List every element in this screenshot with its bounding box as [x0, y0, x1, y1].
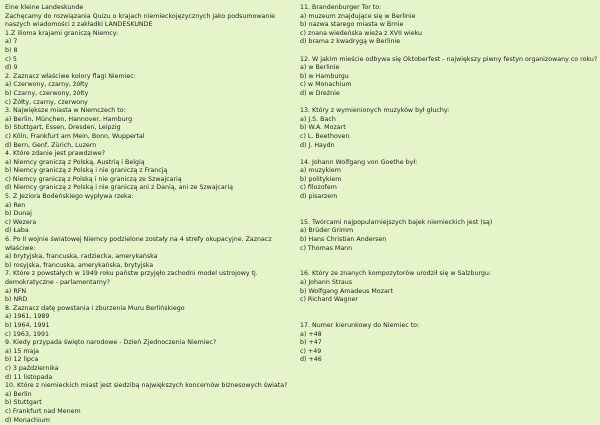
- blank-line: [300, 305, 598, 314]
- text-line: d) pisarzem: [300, 193, 598, 202]
- text-line: b) 1964, 1991: [5, 322, 293, 331]
- text-line: a) Berlin: [5, 391, 293, 400]
- text-line: a) muzykiem: [300, 167, 598, 176]
- blank-line: [300, 47, 598, 56]
- question-line: 1.Z ilioma krajami graniczą Niemcy:: [5, 30, 293, 39]
- text-line: demokratyczne - parlamentarny?: [5, 279, 293, 288]
- text-line: a) 7: [5, 38, 293, 47]
- text-line: c) Frankfurt nad Menem: [5, 408, 293, 417]
- text-line: b) Stuttgart, Essen, Dresden, Leipzig: [5, 124, 293, 133]
- question-line: 12. W jakim mieście odbywa się Oktoberfest - największy piwny festyn organizowany co roku?: [300, 56, 598, 65]
- text-line: b) Czarny, czerwony, żółty: [5, 90, 293, 99]
- text-line: b) w Hamburgu: [300, 73, 598, 82]
- text-line: d) w Dreźnie: [300, 90, 598, 99]
- text-line: c) 1963, 1991: [5, 331, 293, 340]
- text-line: c) w Monachium: [300, 81, 598, 90]
- text-line: c) Niemcy graniczą z Polską i nie graniczą ze Szwajcarią: [5, 176, 293, 185]
- question-line: 11. Brandenburger Tor to:: [300, 4, 598, 13]
- question-line: 8. Zaznacz datę powstania i zburzenia Muru Berlińskiego: [5, 305, 293, 314]
- text-line: c) znana wiedeńska wieża z XVII wieku: [300, 30, 598, 39]
- text-line: a) +48: [300, 331, 598, 340]
- text-line: d) Monachium: [5, 417, 293, 425]
- text-line: c) 5: [5, 56, 293, 65]
- text-line: a) Brüder Grimm: [300, 227, 598, 236]
- text-line: Zachęcamy do rozwiązania Quizu o krajach niemieckojęzycznych jako podsumowanie: [5, 13, 293, 22]
- text-line: d) +46: [300, 356, 598, 365]
- text-line: c) Wezera: [5, 219, 293, 228]
- text-line: b) politykiem: [300, 176, 598, 185]
- text-line: d) Niemcy graniczą z Polską i nie graniczą ani z Danią, ani ze Szwajcarią: [5, 184, 293, 193]
- text-line: b) Dunaj: [5, 210, 293, 219]
- question-line: 5. Z Jeziora Bodeńskiego wypływa rzeka:: [5, 193, 293, 202]
- text-line: d) 11 listopada: [5, 374, 293, 383]
- text-line: c) Richard Wagner: [300, 296, 598, 305]
- question-line: 2. Zaznacz właściwe kolory flagi Niemiec:: [5, 73, 293, 82]
- right-column: [300, 4, 598, 365]
- text-line: b) Niemcy graniczą z Polską i nie graniczą z Francją: [5, 167, 293, 176]
- text-line: d) J. Haydn: [300, 142, 598, 151]
- blank-line: [300, 99, 598, 108]
- text-line: a) 1961, 1989: [5, 313, 293, 322]
- question-line: 6. Po II wojnie światowej Niemcy podzielone zostały na 4 strefy okupacyjne. Zaznacz: [5, 236, 293, 245]
- text-line: b) rosyjska, francuska, amerykańska, brytyjska: [5, 262, 293, 271]
- blank-line: [300, 253, 598, 262]
- question-line: 14. Johann Wolfgang von Goethe był:: [300, 159, 598, 168]
- text-line: a) RFN: [5, 288, 293, 297]
- text-line: b) W.A. Mozart: [300, 124, 598, 133]
- blank-line: [300, 210, 598, 219]
- question-line: 9. Kiedy przypada święto narodowe - Dzień Zjednoczenia Niemiec?: [5, 339, 293, 348]
- text-line: d) Bern, Genf, Zürich, Luzern: [5, 142, 293, 151]
- text-line: d) Łaba: [5, 227, 293, 236]
- text-line: a) 15 maja: [5, 348, 293, 357]
- text-line: c) 3 października: [5, 365, 293, 374]
- text-line: b) Wolfgang Amadeus Mozart: [300, 288, 598, 297]
- text-line: właściwe:: [5, 245, 293, 254]
- text-line: b) nazwa starego miasta w Brnie: [300, 21, 598, 30]
- text-line: b) Hans Christian Andersen: [300, 236, 598, 245]
- text-line: d) 9: [5, 64, 293, 73]
- text-line: c) Thomas Mann: [300, 245, 598, 254]
- text-line: a) w Berlinie: [300, 64, 598, 73]
- text-line: b) Stuttgart: [5, 399, 293, 408]
- question-line: 3. Największe miasta w Niemczech to:: [5, 107, 293, 116]
- text-line: a) Ren: [5, 202, 293, 211]
- text-line: a) Niemcy graniczą z Polską, Austrią i Belgią: [5, 159, 293, 168]
- text-line: a) Johann Straus: [300, 279, 598, 288]
- blank-line: [300, 150, 598, 159]
- question-line: Eine kleine Landeskunde: [5, 4, 293, 13]
- text-line: a) Czerwony, czarny, żółty: [5, 81, 293, 90]
- blank-line: [300, 202, 598, 211]
- question-line: 15. Twórcami najpopularniejszych bajek niemieckich jest (są): [300, 219, 598, 228]
- question-line: 4. Które zdanie jest prawdziwe?: [5, 150, 293, 159]
- text-line: b) 8: [5, 47, 293, 56]
- text-line: a) Berlin, München, Hannover, Hamburg: [5, 116, 293, 125]
- text-line: b) +47: [300, 339, 598, 348]
- text-line: a) J.S. Bach: [300, 116, 598, 125]
- text-line: a) brytyjska, francuska, radziecka, amerykańska: [5, 253, 293, 262]
- text-line: naszych wiadomości z zakładki LANDESKUNDE: [5, 21, 293, 30]
- question-line: 7. Które z powstałych w 1949 roku państw przyjęło zachodni model ustrojowy tj.: [5, 270, 293, 279]
- text-line: c) filozofem: [300, 184, 598, 193]
- text-line: b) NRD: [5, 296, 293, 305]
- text-line: c) Köln, Frankfurt am Mein, Bonn, Wuppertal: [5, 133, 293, 142]
- text-line: c) L. Beethoven: [300, 133, 598, 142]
- blank-line: [300, 313, 598, 322]
- text-line: a) muzeum znajdujące się w Berlinie: [300, 13, 598, 22]
- question-line: 13. Który z wymienionych muzyków był głuchy:: [300, 107, 598, 116]
- text-line: c) Żółty, czarny, czerwony: [5, 99, 293, 108]
- text-line: d) brama z kwadrygą w Berlinie: [300, 38, 598, 47]
- text-line: c) +49: [300, 348, 598, 357]
- question-line: 10. Które z niemieckich miast jest siedzibą największych koncernów biznesowych świata?: [5, 382, 293, 391]
- question-line: 16. Który ze znanych kompozytorów urodził się w Salzburgu:: [300, 270, 598, 279]
- left-column: [5, 4, 293, 425]
- question-line: 17. Numer kierunkowy do Niemiec to:: [300, 322, 598, 331]
- text-line: b) 12 lipca: [5, 356, 293, 365]
